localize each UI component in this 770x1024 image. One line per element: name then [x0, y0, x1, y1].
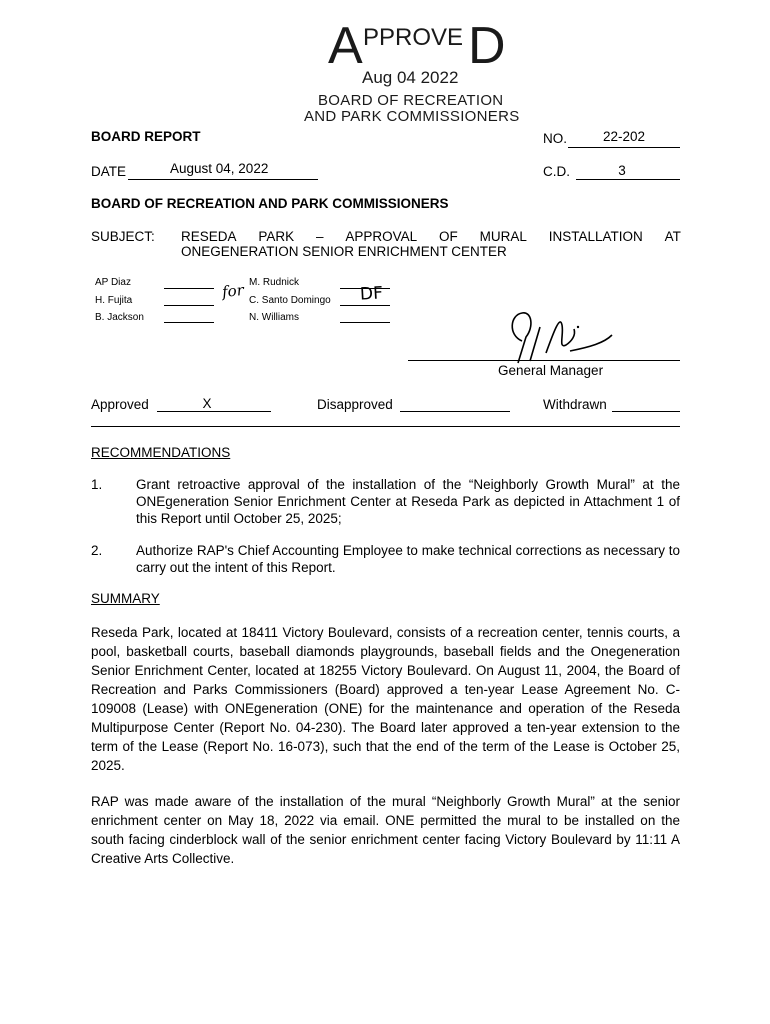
stamp-date: Aug 04 2022	[362, 68, 459, 87]
initial-line	[164, 305, 214, 306]
subject-word: INSTALLATION	[548, 229, 643, 244]
subject-word: MURAL	[479, 229, 527, 244]
signature-line	[408, 360, 680, 361]
commissioner-name: M. Rudnick	[249, 277, 300, 288]
initial-line	[164, 288, 214, 289]
summary-heading: SUMMARY	[91, 591, 160, 606]
subject-word: APPROVAL	[345, 229, 418, 244]
date-value: August 04, 2022	[170, 161, 269, 176]
stamp-big-d: D	[468, 17, 506, 75]
handwritten-for-mark: for	[221, 280, 245, 302]
general-manager-signature	[500, 305, 630, 365]
subject-word: OF	[439, 229, 458, 244]
report-no-line	[568, 147, 680, 148]
subject-word: –	[316, 229, 324, 244]
board-report-label: BOARD REPORT	[91, 129, 201, 144]
date-label: DATE	[91, 164, 127, 179]
recommendation-text: Grant retroactive approval of the installation of the “Neighborly Growth Mural” at the ONEgeneration Senior Enrichment Center at Reseda Park as depicted in Attachment 1 of this Report until October 25, 2025;	[136, 477, 680, 526]
stamp-big-a: A	[328, 17, 363, 75]
handwritten-initials: DF	[359, 283, 384, 305]
recommendation-text: Authorize RAP's Chief Accounting Employee to make technical corrections as necessary to carry out the intent of this Report.	[136, 543, 680, 575]
board-title: BOARD OF RECREATION AND PARK COMMISSIONERS	[91, 196, 449, 211]
commissioner-name: C. Santo Domingo	[249, 295, 331, 306]
stamp-middle: PPROVE	[363, 24, 464, 51]
commissioner-name: B. Jackson	[95, 312, 144, 323]
general-manager-title: General Manager	[498, 363, 604, 378]
subject-word: PARK	[258, 229, 295, 244]
commissioner-name: H. Fujita	[95, 295, 133, 306]
section-divider	[91, 426, 680, 427]
report-no-value: 22-202	[602, 129, 646, 144]
approved-mark: X	[202, 396, 212, 411]
commissioner-name: N. Williams	[249, 312, 299, 323]
subject-line-2: ONEGENERATION SENIOR ENRICHMENT CENTER	[181, 244, 507, 259]
recommendation-number: 1.	[91, 477, 103, 492]
recommendations-heading: RECOMMENDATIONS	[91, 445, 231, 460]
stamp-line1: BOARD OF RECREATION	[318, 92, 504, 109]
summary-paragraph: Reseda Park, located at 18411 Victory Boulevard, consists of a recreation center, tennis courts, a pool, basketball courts, baseball diamonds playgrounds, baseball fields and the Onegeneration Senior Enrichment Center, located at 18255 Victory Boulevard. On August 11, 2004, the Board of Recreation and Parks Commissioners (Board) approved a ten-year Lease Agreement No. C-109008 (Lease) with ONEgeneration (ONE) for the maintenance and operation of the Reseda Multipurpose Center (Report No. 04-230). The Board later approved a ten-year extension to the term of the Lease (Report No. 16-073), such that the end of the term of the Lease is October 25, 2025.	[91, 625, 680, 773]
approved-label: Approved	[91, 397, 149, 412]
cd-label: C.D.	[543, 164, 570, 179]
commissioner-name: AP Diaz	[95, 277, 131, 288]
stamp-line2: AND PARK COMMISSIONERS	[304, 108, 520, 125]
initial-line	[164, 322, 214, 323]
withdrawn-label: Withdrawn	[543, 397, 607, 412]
cd-value: 3	[618, 163, 626, 178]
initial-line	[340, 322, 390, 323]
date-line	[128, 179, 318, 180]
subject-label: SUBJECT:	[91, 229, 155, 244]
subject-word: AT	[664, 229, 681, 244]
summary-paragraph: RAP was made aware of the installation of the mural “Neighborly Growth Mural” at the senior enrichment center on May 18, 2022 via email. ONE permitted the mural to be installed on the south facing cinderblock wall of the senior enrichment center facing Victory Boulevard by 11:11 A Creative Arts Collective.	[91, 794, 680, 866]
subject-word: RESEDA	[181, 229, 237, 244]
recommendation-number: 2.	[91, 543, 103, 558]
initial-line	[340, 305, 390, 306]
report-no-label: NO.	[543, 131, 568, 146]
withdrawn-line	[612, 411, 680, 412]
approved-stamp	[300, 18, 540, 128]
disapproved-label: Disapproved	[317, 397, 393, 412]
disapproved-line	[400, 411, 510, 412]
